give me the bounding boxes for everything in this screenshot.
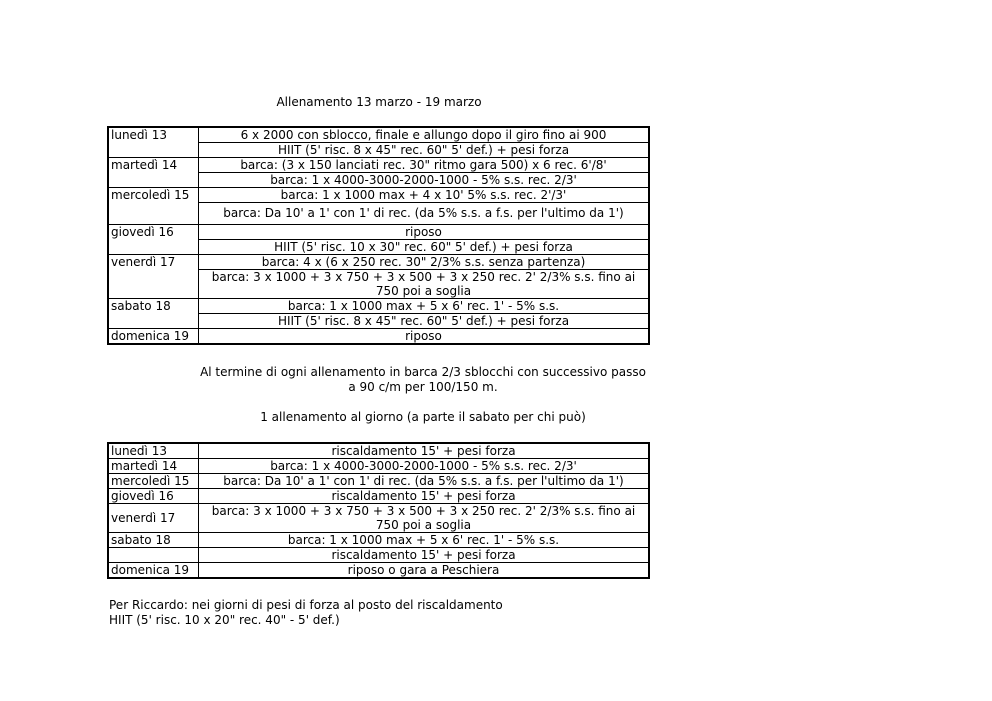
table-row xyxy=(108,173,649,188)
table-row xyxy=(108,563,649,579)
table-row xyxy=(108,254,649,269)
day-cell: mercoledì 15 xyxy=(108,188,199,203)
activity-cell: riscaldamento 15' + pesi forza xyxy=(199,489,650,504)
table-row xyxy=(108,143,649,158)
table-row xyxy=(108,489,649,504)
footer-line-2: HIIT (5' risc. 10 x 20" rec. 40" - 5' def.) xyxy=(109,613,340,627)
day-cell: lunedì 13 xyxy=(108,127,199,143)
activity-cell: barca: Da 10' a 1' con 1' di rec. (da 5% s.s. a f.s. per l'ultimo da 1') xyxy=(199,203,650,225)
day-cell: domenica 19 xyxy=(108,563,199,579)
table-row xyxy=(108,239,649,254)
table-row xyxy=(108,504,649,533)
day-cell: sabato 18 xyxy=(108,298,199,313)
day-cell: lunedì 13 xyxy=(108,443,199,459)
day-cell: giovedì 16 xyxy=(108,489,199,504)
activity-cell: riposo xyxy=(199,224,650,239)
day-cell: venerdì 17 xyxy=(108,254,199,269)
table-row xyxy=(108,127,649,143)
activity-cell: barca: Da 10' a 1' con 1' di rec. (da 5% s.s. a f.s. per l'ultimo da 1') xyxy=(199,474,650,489)
table-row xyxy=(108,533,649,548)
schedule-table-2 xyxy=(107,442,650,579)
page-title: Allenamento 13 marzo - 19 marzo xyxy=(276,95,482,109)
table-row xyxy=(108,328,649,344)
activity-cell: barca: 1 x 1000 max + 5 x 6' rec. 1' - 5% s.s. xyxy=(199,298,650,313)
activity-cell: barca: 3 x 1000 + 3 x 750 + 3 x 500 + 3 x 250 rec. 2' 2/3% s.s. fino ai 750 poi a soglia xyxy=(199,269,650,298)
activity-cell: HIIT (5' risc. 8 x 45" rec. 60" 5' def.) + pesi forza xyxy=(199,313,650,328)
activity-cell: barca: 1 x 1000 max + 5 x 6' rec. 1' - 5% s.s. xyxy=(199,533,650,548)
day-cell xyxy=(108,173,199,188)
table-row xyxy=(108,313,649,328)
day-cell: giovedì 16 xyxy=(108,224,199,239)
activity-cell: riscaldamento 15' + pesi forza xyxy=(199,443,650,459)
activity-cell: riposo xyxy=(199,328,650,344)
activity-cell: HIIT (5' risc. 10 x 30" rec. 60" 5' def.) + pesi forza xyxy=(199,239,650,254)
table-row xyxy=(108,269,649,298)
activity-cell: riposo o gara a Peschiera xyxy=(199,563,650,579)
footer-line-1: Per Riccardo: nei giorni di pesi di forza al posto del riscaldamento xyxy=(109,598,503,612)
footer-note xyxy=(109,598,503,628)
activity-cell: barca: (3 x 150 lanciati rec. 30" ritmo gara 500) x 6 rec. 6'/8' xyxy=(199,158,650,173)
table-row xyxy=(108,459,649,474)
day-cell xyxy=(108,239,199,254)
frequency-note: 1 allenamento al giorno (a parte il sabato per chi può) xyxy=(260,410,586,424)
table-row xyxy=(108,224,649,239)
activity-cell: barca: 4 x (6 x 250 rec. 30" 2/3% s.s. senza partenza) xyxy=(199,254,650,269)
day-cell: mercoledì 15 xyxy=(108,474,199,489)
table-row xyxy=(108,158,649,173)
day-cell: martedì 14 xyxy=(108,459,199,474)
table-row xyxy=(108,188,649,203)
day-cell xyxy=(108,269,199,298)
day-cell xyxy=(108,143,199,158)
schedule-table-1 xyxy=(107,126,650,345)
day-cell xyxy=(108,548,199,563)
table-row xyxy=(108,443,649,459)
activity-cell: barca: 3 x 1000 + 3 x 750 + 3 x 500 + 3 x 250 rec. 2' 2/3% s.s. fino ai 750 poi a soglia xyxy=(199,504,650,533)
table-row xyxy=(108,298,649,313)
activity-cell: barca: 1 x 4000-3000-2000-1000 - 5% s.s. rec. 2/3' xyxy=(199,173,650,188)
barca-note: Al termine di ogni allenamento in barca 2/3 sblocchi con successivo passo a 90 c/m per 100/150 m. xyxy=(200,365,646,394)
day-cell xyxy=(108,313,199,328)
day-cell: domenica 19 xyxy=(108,328,199,344)
day-cell: martedì 14 xyxy=(108,158,199,173)
table-row xyxy=(108,548,649,563)
day-cell xyxy=(108,203,199,225)
activity-cell: riscaldamento 15' + pesi forza xyxy=(199,548,650,563)
table-row xyxy=(108,474,649,489)
activity-cell: HIIT (5' risc. 8 x 45" rec. 60" 5' def.) + pesi forza xyxy=(199,143,650,158)
day-cell: venerdì 17 xyxy=(108,504,199,533)
activity-cell: 6 x 2000 con sblocco, finale e allungo dopo il giro fino ai 900 xyxy=(199,127,650,143)
table-row xyxy=(108,203,649,225)
day-cell: sabato 18 xyxy=(108,533,199,548)
activity-cell: barca: 1 x 1000 max + 4 x 10' 5% s.s. rec. 2'/3' xyxy=(199,188,650,203)
activity-cell: barca: 1 x 4000-3000-2000-1000 - 5% s.s. rec. 2/3' xyxy=(199,459,650,474)
